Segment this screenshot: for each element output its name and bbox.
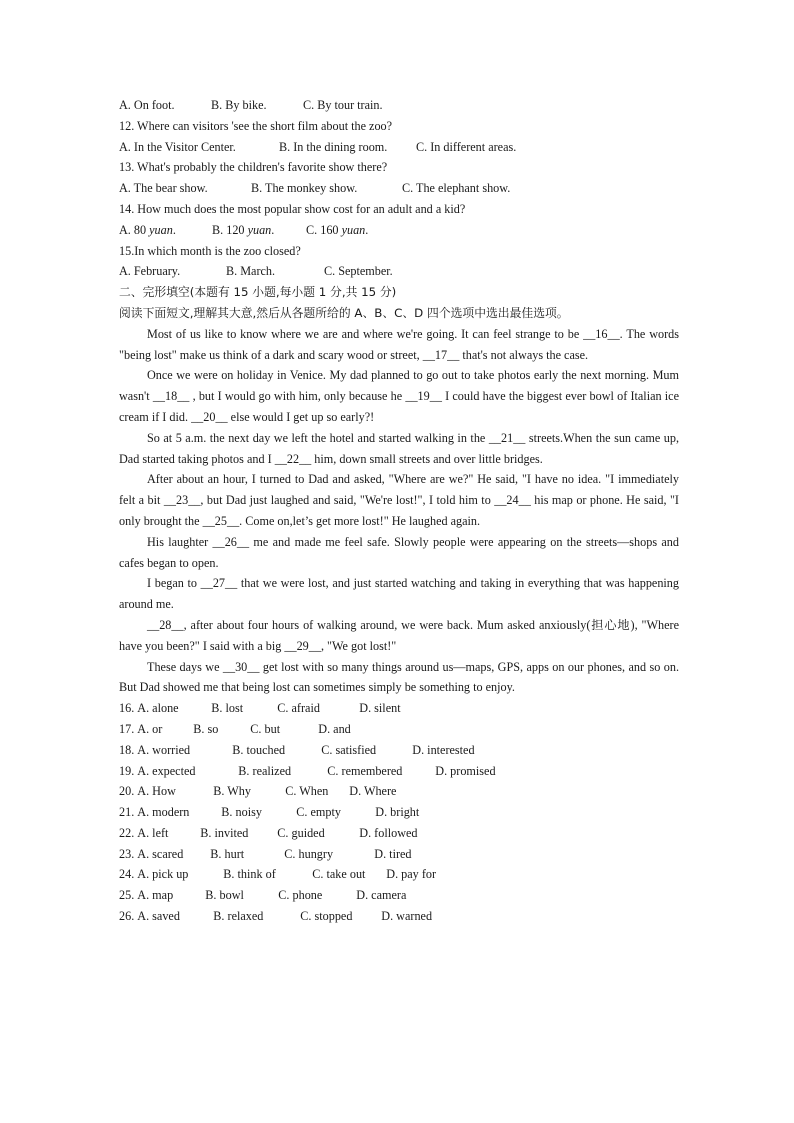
- choice-number: 23.: [119, 846, 135, 861]
- q12-option-a: A. In the Visitor Center.: [119, 139, 236, 154]
- q13-option-c: C. The elephant show.: [402, 181, 511, 196]
- choice-row-23: [119, 844, 679, 865]
- choice-option: B. touched: [232, 742, 286, 757]
- choice-option: B. realized: [238, 763, 292, 778]
- choice-number: 22.: [119, 825, 135, 840]
- q15-option-a: A. February.: [119, 264, 181, 279]
- q11-option-c: C. By tour train.: [303, 98, 383, 112]
- choice-option: D. warned: [381, 909, 433, 924]
- choice-number: 19.: [119, 763, 135, 778]
- choice-option: D. tired: [374, 846, 412, 861]
- choice-row-25: [119, 885, 679, 906]
- choice-option: B. lost: [211, 701, 244, 716]
- q12-option-c: C. In different areas.: [416, 139, 517, 154]
- choice-option: D. interested: [412, 742, 475, 757]
- cloze-paragraph-6: I began to __27__ that we were lost, and just started watching and taking in everything that was happening around me.: [119, 576, 679, 612]
- choice-option: C. hungry: [284, 846, 334, 861]
- choice-number: 24.: [119, 867, 135, 882]
- q14-option-c: C. 160 yuan.: [306, 222, 369, 237]
- choice-option: D. promised: [435, 763, 496, 778]
- exam-page: [119, 95, 679, 927]
- q14-question: 14. How much does the most popular show cost for an adult and a kid?: [119, 201, 466, 216]
- q15-question: 15.In which month is the zoo closed?: [119, 243, 301, 258]
- choice-option: D. camera: [356, 888, 407, 903]
- choice-option: D. followed: [359, 825, 418, 840]
- choice-option: A. worried: [137, 742, 191, 757]
- choice-option: B. invited: [200, 825, 249, 840]
- choice-option: C. stopped: [300, 909, 353, 924]
- cloze-instructions: 阅读下面短文,理解其大意,然后从各题所给的 A、B、C、D 四个选项中选出最佳选项。: [119, 305, 569, 320]
- choice-option: D. Where: [349, 784, 397, 799]
- choice-row-18: [119, 740, 679, 761]
- choice-number: 25.: [119, 888, 135, 903]
- choice-option: D. and: [318, 721, 351, 736]
- choice-option: C. phone: [278, 888, 323, 903]
- choice-option: C. afraid: [277, 701, 320, 716]
- choice-option: A. scared: [137, 846, 184, 861]
- q11-options: [119, 95, 679, 116]
- choice-option: A. or: [137, 721, 163, 736]
- q12-question: 12. Where can visitors 'see the short film about the zoo?: [119, 118, 393, 133]
- q12-option-b: B. In the dining room.: [279, 139, 388, 154]
- q12-options: [119, 137, 679, 158]
- choice-option: A. expected: [137, 763, 196, 778]
- choice-option: B. hurt: [210, 846, 245, 861]
- choice-row-22: [119, 823, 679, 844]
- choice-option: D. pay for: [386, 867, 437, 882]
- choice-option: B. Why: [213, 784, 251, 799]
- choice-option: C. but: [250, 721, 281, 736]
- choice-option: A. map: [137, 888, 174, 903]
- choice-number: 17.: [119, 721, 135, 736]
- q15-option-c: C. September.: [324, 264, 393, 279]
- choice-option: C. When: [285, 784, 329, 799]
- q13-option-a: A. The bear show.: [119, 181, 208, 196]
- q13-options: [119, 178, 679, 199]
- choice-row-17: [119, 719, 679, 740]
- q11-option-a: A. On foot.: [119, 98, 175, 112]
- choice-option: C. guided: [277, 825, 325, 840]
- q15-option-b: B. March.: [226, 264, 276, 279]
- choice-row-21: [119, 802, 679, 823]
- q13-option-b: B. The monkey show.: [251, 181, 358, 196]
- choice-option: B. think of: [223, 867, 276, 882]
- choice-option: B. relaxed: [213, 909, 264, 924]
- q14-option-b: B. 120 yuan.: [212, 222, 275, 237]
- choice-option: A. modern: [137, 805, 190, 820]
- choice-row-19: [119, 761, 679, 782]
- choice-option: D. bright: [375, 805, 420, 820]
- choice-option: B. so: [193, 721, 219, 736]
- choice-number: 18.: [119, 742, 135, 757]
- choice-number: 20.: [119, 784, 135, 799]
- choice-option: B. bowl: [205, 888, 244, 903]
- choice-option: A. saved: [137, 909, 180, 924]
- choice-row-26: [119, 906, 679, 927]
- choice-row-24: [119, 864, 679, 885]
- choice-number: 26.: [119, 909, 135, 924]
- cloze-paragraph-8: These days we __30__ get lost with so many things around us—maps, GPS, apps on our phones, and so on. But Dad showed me that being lost can sometimes simply be something to enjoy.: [119, 659, 679, 695]
- choice-option: A. alone: [137, 701, 179, 716]
- choice-option: B. noisy: [221, 805, 262, 820]
- choice-option: C. empty: [296, 805, 341, 820]
- q13-question: 13. What's probably the children's favorite show there?: [119, 160, 388, 175]
- cloze-paragraph-5: His laughter __26__ me and made me feel safe. Slowly people were appearing on the streets—shops and cafes began to open.: [119, 534, 679, 570]
- cloze-paragraph-1: Most of us like to know where we are and where we're going. It can feel strange to be __16__. The words "being lost" make us think of a dark and scary wood or street, __17__ that's not always the case.: [119, 326, 679, 362]
- cloze-paragraph-4: After about an hour, I turned to Dad and asked, "Where are we?" He said, "I have no idea. "I immediately felt a bit __23__, but Dad just laughed and said, "We're lost!", I told him to __24__ his map or phone. He said, "I only brought the __25__. Come on,let’s get more lost!" He laughed again.: [119, 472, 679, 528]
- choice-option: A. left: [137, 825, 169, 840]
- choice-option: C. take out: [312, 867, 366, 882]
- choice-option: D. silent: [359, 701, 401, 716]
- q11-option-b: B. By bike.: [211, 98, 267, 112]
- choice-option: C. remembered: [327, 763, 403, 778]
- cloze-section-title: 二、完形填空(本题有 15 小题,每小题 1 分,共 15 分): [119, 285, 397, 300]
- choice-number: 21.: [119, 805, 135, 820]
- cloze-paragraph-3: So at 5 a.m. the next day we left the hotel and started walking in the __21__ streets.When the sun came up, Dad started taking photos and I __22__ him, down small streets and over little bridges.: [119, 430, 679, 466]
- choice-option: A. How: [137, 784, 176, 799]
- choice-number: 16.: [119, 701, 135, 716]
- choice-row-16: [119, 698, 679, 719]
- cloze-paragraph-7: __28__, after about four hours of walking around, we were back. Mum asked anxiously(担心地), "Where have you been?" I said with a big __29__, "We got lost!": [119, 617, 679, 653]
- q14-option-a: A. 80 yuan.: [119, 222, 176, 237]
- choice-option: C. satisfied: [321, 742, 377, 757]
- choice-option: A. pick up: [137, 867, 189, 882]
- choice-row-20: [119, 781, 679, 802]
- q15-options: [119, 261, 679, 282]
- q14-options: [119, 220, 679, 241]
- cloze-paragraph-2: Once we were on holiday in Venice. My dad planned to go out to take photos early the next morning. Mum wasn't __18__ , but I would go with him, only because he __19__ I could have the biggest ever bowl of Italian ice cream if I did. __20__ else would I get up so early?!: [119, 368, 679, 424]
